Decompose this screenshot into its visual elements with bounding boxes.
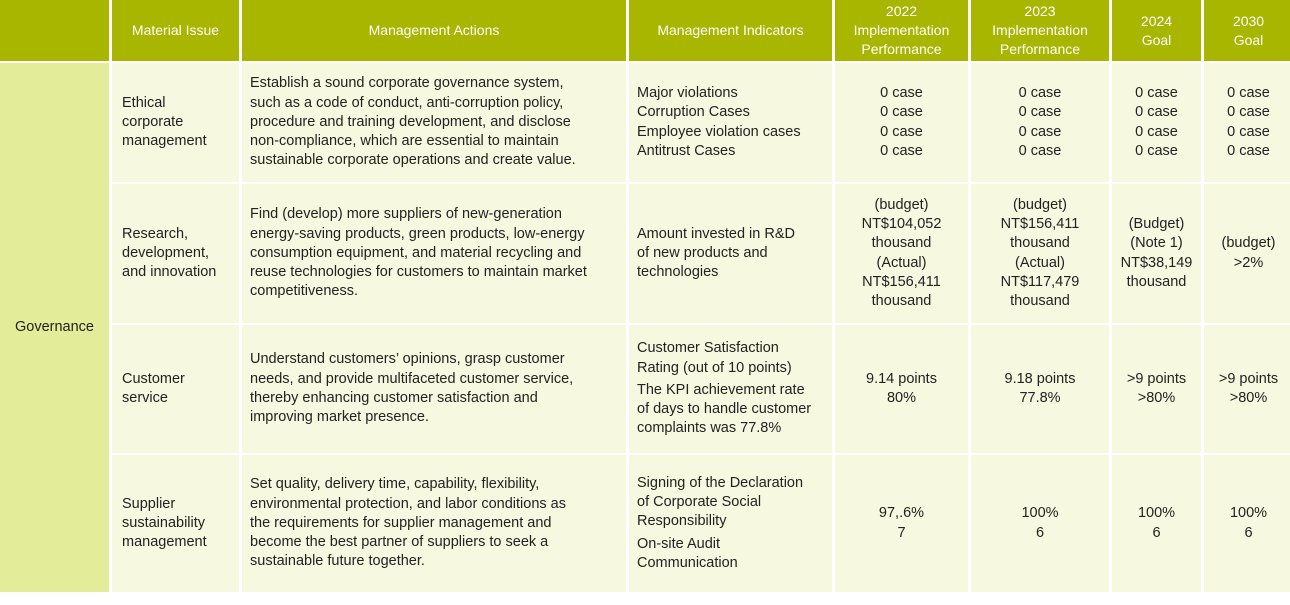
management-indicator-cell [629,63,832,182]
action-line: environmental protection, and labor conditions as [250,495,566,512]
table-body [0,63,1290,592]
value-line: thousand [1126,273,1187,290]
value-line: 0 case [1018,104,1062,121]
value-line: (Note 1) [1130,235,1183,252]
issue-line: and innovation [122,264,217,281]
header-line: 2023 [1024,3,1056,19]
issue-line: Customer [122,370,185,387]
header-line: 2030 [1232,12,1265,29]
value-line: NT$104,052 [861,215,942,232]
issue-line: development, [122,244,210,261]
action-line: procedure and training development, and disclose [250,113,571,130]
performance-2023-cell [971,325,1109,453]
value-line: >80% [1229,390,1268,406]
value-line: 0 case [1227,142,1270,159]
action-line: non-compliance, which are essential to maintain [250,133,559,150]
action-line: sustainable future together. [250,553,425,570]
indicator-block [637,535,824,574]
management-indicator-cell [629,455,832,592]
value-line: 0 case [880,84,923,101]
value-line: 6 [1152,524,1161,541]
issue-line: corporate [122,113,184,130]
value-line: thousand [1010,293,1070,310]
indicator-block [637,339,824,378]
indicator-line: technologies [637,264,719,281]
performance-2022-cell [835,455,968,592]
category-cell: Governance [0,63,109,592]
action-line: the requirements for supplier management and [250,514,552,531]
value-line: >80% [1137,390,1176,406]
header-line: Performance [861,41,942,57]
issue-line: management [122,133,207,150]
action-line: Understand customers’ opinions, grasp customer [250,351,565,368]
management-indicator-cell [629,184,832,323]
indicator-line: Rating (out of 10 points) [637,359,792,376]
material-issue-cell [112,63,239,182]
goal-2024-cell [1112,63,1201,182]
value-line: thousand [871,293,932,310]
header-management-indicators: Management Indicators [629,0,832,61]
goal-2030-cell [1204,325,1290,453]
value-line: 9.18 points [1004,370,1076,387]
management-action-cell [242,63,626,182]
action-line: Set quality, delivery time, capability, flexibility, [250,476,540,493]
value-line: thousand [871,235,932,252]
action-line: competitiveness. [250,283,358,300]
header-material-issue: Material Issue [112,0,239,61]
goal-2030-cell [1204,184,1290,323]
value-line: 0 case [1018,142,1062,159]
value-line: (budget) [874,196,929,213]
header-line: Performance [999,41,1081,57]
value-line: (Budget) [1128,215,1185,232]
action-line: consumption equipment, and material recycling and [250,244,582,261]
value-line: 80% [886,390,917,406]
header-2030-goal [1204,0,1290,61]
value-line: >9 points [1218,370,1279,387]
value-line: 6 [1244,524,1253,541]
value-line: 0 case [880,104,923,121]
table-row [0,325,1290,453]
header-line: 2024 [1140,12,1173,29]
header-line: Implementation [853,22,950,38]
indicator-block [637,474,824,532]
goal-2024-cell [1112,184,1201,323]
value-line: NT$117,479 [1000,273,1080,290]
material-issue-cell [112,184,239,323]
indicator-line: Communication [637,554,738,571]
header-line: 2022 [885,3,918,19]
issue-line: Research, [122,225,189,242]
action-line: improving market presence. [250,409,429,426]
action-line: Establish a sound corporate governance system, [250,75,564,92]
header-2022-performance [835,0,968,61]
goal-2030-cell [1204,455,1290,592]
value-line: NT$38,149 [1120,254,1193,271]
action-line: reuse technologies for customers to maintain market [250,264,587,281]
performance-2023-cell [971,63,1109,182]
management-indicator-cell [629,325,832,453]
indicator-line: The KPI achievement rate [637,381,805,398]
value-line: 100% [1021,505,1059,522]
goal-2024-cell [1112,325,1201,453]
value-line: 0 case [1135,142,1178,159]
indicator-block [637,381,824,439]
indicator-line: Customer Satisfaction [637,340,779,357]
indicator-line: of Corporate Social [637,494,762,511]
value-line: 0 case [1018,84,1062,101]
action-line: Find (develop) more suppliers of new-generation [250,206,562,223]
table-row [0,455,1290,592]
value-line: 0 case [1135,123,1178,140]
header-row [0,0,1290,61]
indicator-line: Employee violation cases [637,123,801,140]
value-line: 6 [1035,524,1045,541]
indicator-block [637,225,824,283]
value-line: 97,.6% [878,505,925,522]
value-line: 7 [897,524,906,541]
indicator-line: Responsibility [637,513,727,530]
value-line: (budget) [1221,235,1276,252]
value-line: 100% [1137,505,1176,522]
action-line: such as a code of conduct, anti-corruption policy, [250,94,564,111]
value-line: 0 case [1135,104,1178,121]
performance-2023-cell [971,184,1109,323]
performance-2022-cell [835,325,968,453]
management-action-cell [242,325,626,453]
indicator-line: of new products and [637,244,768,261]
issue-line: sustainability [122,514,206,531]
goal-2024-cell [1112,455,1201,592]
value-line: >2% [1233,254,1264,271]
value-line: 0 case [880,123,923,140]
value-line: 0 case [1227,123,1270,140]
value-line: 0 case [1018,123,1062,140]
indicator-line: of days to handle customer [637,401,812,418]
value-line: 9.14 points [866,370,937,387]
action-line: sustainable corporate operations and create value. [250,152,576,169]
indicator-line: Signing of the Declaration [637,474,804,491]
material-issue-cell [112,325,239,453]
header-line: Goal [1233,31,1264,48]
value-line: (Actual) [1015,254,1065,271]
indicator-line: Major violations [637,84,738,101]
performance-2022-cell [835,63,968,182]
action-line: become the best partner of suppliers to seek a [250,534,549,551]
table-row [0,63,1290,182]
value-line: (budget) [1012,196,1067,213]
issue-line: service [122,390,168,406]
value-line: 100% [1229,505,1268,522]
header-2024-goal [1112,0,1201,61]
table-row [0,184,1290,323]
header-2023-performance [971,0,1109,61]
action-line: needs, and provide multifaceted customer service, [250,370,574,387]
performance-2023-cell [971,455,1109,592]
header-management-actions: Management Actions [242,0,626,61]
management-action-cell [242,455,626,592]
management-action-cell [242,184,626,323]
issue-line: Supplier [122,495,176,512]
header-line: Implementation [992,22,1088,38]
indicator-line: Corruption Cases [637,104,750,121]
indicator-line: Amount invested in R&D [637,225,795,242]
indicator-block [637,84,824,161]
action-line: thereby enhancing customer satisfaction and [250,390,538,406]
performance-2022-cell [835,184,968,323]
indicator-line: complaints was 77.8% [637,420,782,437]
value-line: 77.8% [1019,390,1061,406]
value-line: 0 case [1227,104,1270,121]
value-line: NT$156,411 [862,273,941,290]
value-line: (Actual) [876,254,927,271]
indicator-line: Antitrust Cases [637,142,736,159]
value-line: 0 case [880,142,923,159]
issue-line: Ethical [122,94,166,111]
value-line: >9 points [1126,370,1187,387]
header-category [0,0,109,61]
value-line: NT$156,411 [1000,215,1080,232]
material-issue-cell [112,455,239,592]
issue-line: management [122,534,207,551]
header-line: Goal [1141,31,1172,48]
goal-2030-cell [1204,63,1290,182]
action-line: energy-saving products, green products, low-energy [250,225,585,242]
value-line: 0 case [1227,84,1270,101]
indicator-line: On-site Audit [637,535,721,552]
value-line: thousand [1010,235,1070,252]
value-line: 0 case [1135,84,1178,101]
